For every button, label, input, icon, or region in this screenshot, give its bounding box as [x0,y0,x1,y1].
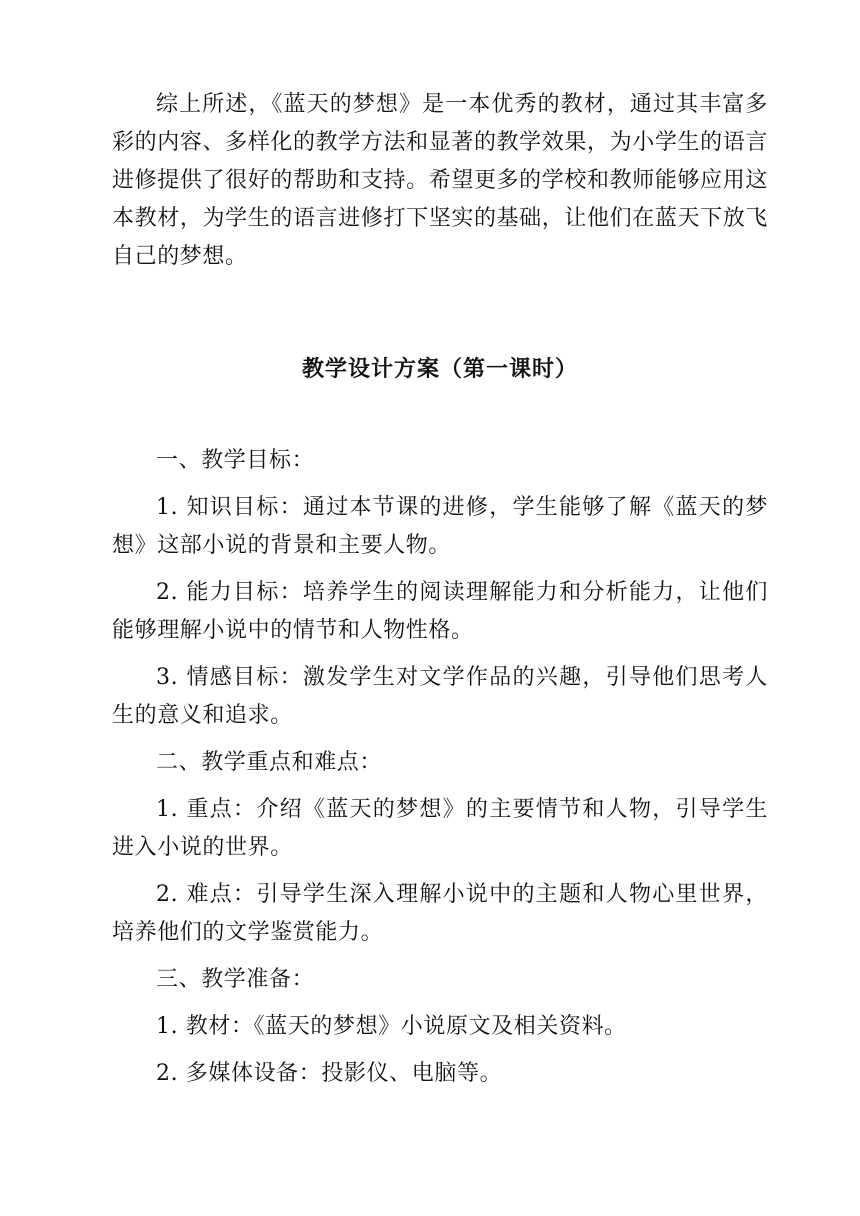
objective-knowledge: 1. 知识目标：通过本节课的进修，学生能够了解《蓝天的梦想》这部小说的背景和主要人物。 [112,495,768,558]
key-point-focus: 1. 重点：介绍《蓝天的梦想》的主要情节和人物，引导学生进入小说的世界。 [112,797,768,860]
intro-paragraph: 综上所述，《蓝天的梦想》是一本优秀的教材，通过其丰富多彩的内容、多样化的教学方法和显著的教学效果，为小学生的语言进修提供了很好的帮助和支持。希望更多的学校和教师能够应用这本教材，为学生的语言进修打下坚实的基础，让他们在蓝天下放飞自己的梦想。 [112,92,768,269]
objective-ability: 2. 能力目标：培养学生的阅读理解能力和分析能力，让他们能够理解小说中的情节和人物性格。 [112,580,768,643]
section-title: 教学设计方案（第一课时） [301,356,578,382]
preparation-materials: 1. 教材：《蓝天的梦想》小说原文及相关资料。 [156,1014,627,1039]
document-page [112,86,768,1102]
heading-key-points: 二、教学重点和难点： [156,750,383,775]
heading-teaching-objectives: 一、教学目标： [156,448,315,473]
key-point-difficulty: 2. 难点：引导学生深入理解小说中的主题和人物心里世界，培养他们的文学鉴赏能力。 [112,882,768,945]
heading-preparation: 三、教学准备： [156,967,315,992]
preparation-devices: 2. 多媒体设备：投影仪、电脑等。 [156,1061,503,1086]
objective-emotion: 3. 情感目标：激发学生对文学作品的兴趣，引导他们思考人生的意义和追求。 [112,665,768,728]
